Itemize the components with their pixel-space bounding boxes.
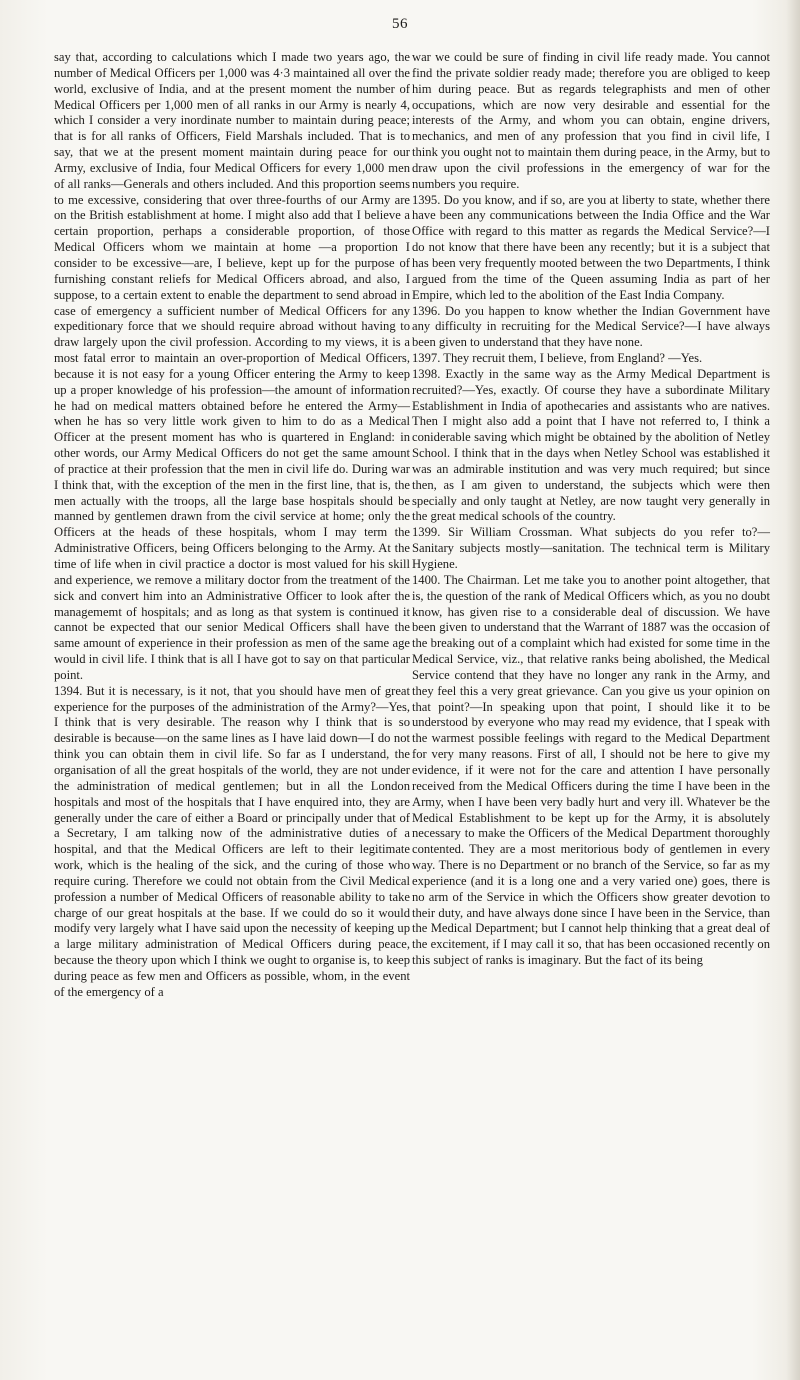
paragraph: 1396. Do you happen to know whether the Indian Government have any difficulty in recruiting for the Medical Service?—I have always been given to understand that they have none. <box>412 303 770 350</box>
paragraph: 1395. Do you know, and if so, are you at liberty to state, whether there have been any communications between the India Office and the War Office with regard to this matter as regards the Medical Service?—I do not know that there have been any recently; but it is a subject that has been very frequently mooted between the two Departments, I think argued from the time of the Queen assuming India as part of her Empire, which led to the abolition of the East India Company. <box>412 192 770 302</box>
paragraph: 1398. Exactly in the same way as the Army Medical Department is recruited?—Yes, exactly. Of course they have a subordinate Military Establishment in India of apothecaries and assistants who are natives. Then I might also add a point that I have not referred to, I think a coniderable saving which might be obtained by the abolition of Netley School. I think that in the days when Netley School was established it was an admirable institution and was very much required; but since then, as I am given to understand, the subjects which were then specially and only taught at Netley, are now taught very generally in the great medical schools of the country. <box>412 366 770 524</box>
paragraph: 1397. They recruit them, I believe, from England? —Yes. <box>412 351 703 366</box>
paragraph: 1399. Sir William Crossman. What subjects do you refer to?—Sanitary subjects mostly—sanitation. The technical term is Military Hygiene. <box>412 525 770 571</box>
paragraph: say that, according to calculations which I made two years ago, the number of Medical Officers per 1,000 was 4·3 maintained all over the world, exclusive of India, and at the present moment the number of Medical Officers per 1,000 men of all ranks in our Army is nearly 4, which I consider a very inordinate number to maintain during peace; that is for all ranks of Officers, Field Marshals included. That is to say, that we at the present moment maintain during peace for our Army, exclusive of India, four Medical Officers for every 1,000 men of all ranks—Generals and others included. And this proportion seems to me excessive, considering that over three-fourths of our Army are on the British establishment at home. I might also add that I believe a certain proportion, perhaps a considerable proportion, of those Medical Officers whom we maintain at home —a proportion I consider to be excessive—are, I believe, kept up for the purpose of furnishing constant reliefs for Medical Officers abroad, and also, I suppose, to a certain extent to enable the department to send abroad in case of emergency a sufficient number of Medical Officers for any expeditionary force that we should require abroad without having to draw largely upon the civil profession. According to my views, it is a most fatal error to maintain an over-proportion of Medical Officers, because it is not easy for a young Officer entering the Army to keep up a proper knowledge of his profession—the amount of information he had on medical matters obtained before he entered the Army—when he has so very little work given to him to do as a Medical Officer at the present moment has who is quartered in England: in other words, our Army Medical Officers do not get the same amount of practice at their profession that the men in civil life do. During war I think that, with the exception of the men in the first line, that is, the men actually with the troops, all the large base hospitals should be manned by gentlemen drawn from the civil service at home; only the Officers at the heads of these hospitals, whom I may term the Administrative Officers, being Officers belonging to the Army. At the time of life when in civil practice a doctor is most valued for his skill and experience, we remove a military doctor from the treatment of the sick and convert him into an Administrative Officer to look after the managememt of hospitals; and as long as that system is continued it cannot be expected that our senior Medical Officers shall have the same amount of experience in their profession as men of the same age would in civil life. I think that is all I have got to say on that particular point. <box>54 50 410 682</box>
right-column <box>412 50 770 969</box>
paragraph: 1400. The Chairman. Let me take you to another point altogether, that is, the question of the rank of Medical Officers which, as you no doubt know, has given rise to a considerable deal of discussion. We have been given to understand that the Warrant of 1887 was the occasion of the breaking out of a complaint which had existed for some time in the Medical Service, viz., that relative ranks being abolished, the Medical Service contend that they have no longer any rank in the Army, and they feel this a very great grievance. Can you give us your opinion on that point?—In speaking upon that point, I should like it to be understood by everyone who may read my evidence, that I speak with the warmest possible feelings with regard to the Medical Department for very many reasons. First of all, I should not be here to give my evidence, if it were not for the care and attention I have personally received from the Medical Officers during the time I have been in the Army, when I have been very badly hurt and very ill. Whatever be the Medical Establishment to be kept up for the Army, it is absolutely necessary to make the Officers of the Medical Department thoroughly contented. They are a most meritorious body of gentlemen in every way. There is no Department or no branch of the Service, so far as my experience (and it is a long one and a very varied one) goes, there is no arm of the Service in which the Officers show greater devotion to their duty, and have always done since I have been in the Service, than the Medical Department; but I cannot help thinking that a great deal of the excitement, if I may call it so, that has been occasioned recently on this subject of ranks is imaginary. But the fact of its being <box>412 572 770 968</box>
page-edge-shadow <box>786 0 800 1380</box>
page-number: 56 <box>392 16 408 32</box>
paragraph: war we could be sure of finding in civil life ready made. You cannot find the private soldier ready made; therefore you are obliged to keep him during peace. But as regards telegraphists and men of other occupations, which are now very desirable and essential for the interests of the Army, and whom you can obtain, engine drivers, mechanics, and men of any profession that you find in civil life, I think you ought not to maintain them during peace, in the Army, but to draw upon the civil professions in the emergency of war for the numbers you require. <box>412 50 770 191</box>
left-column <box>54 50 410 1001</box>
paragraph: 1394. But it is necessary, is it not, that you should have men of great experience for the purposes of the administration of the Army?—Yes, I think that is very desirable. The reason why I think that is so desirable is because—on the same lines as I have laid down—I do not think you can obtain them in civil life. So far as I understand, the organisation of all the great hospitals of the world, they are not under the administration of medical gentlemen; but in all the London hospitals and most of the hospitals that I have enquired into, they are generally under the care of either a Board or principally under that of a Secretary, I am talking now of the administrative duties of a hospital, and that the Medical Officers are left to their legitimate work, which is the healing of the sick, and the curing of those who require curing. Therefore we could not obtain from the Civil Medical profession a number of Medical Officers of reasonable ability to take charge of our great hospitals at the base. If we could do so it would modify very largely what I have said upon the necessity of keeping up a large military administration of Medical Officers during peace, because the theory upon which I think we ought to organise is, to keep during peace as few men and Officers as possible, whom, in the event of the emergency of a <box>54 683 410 999</box>
